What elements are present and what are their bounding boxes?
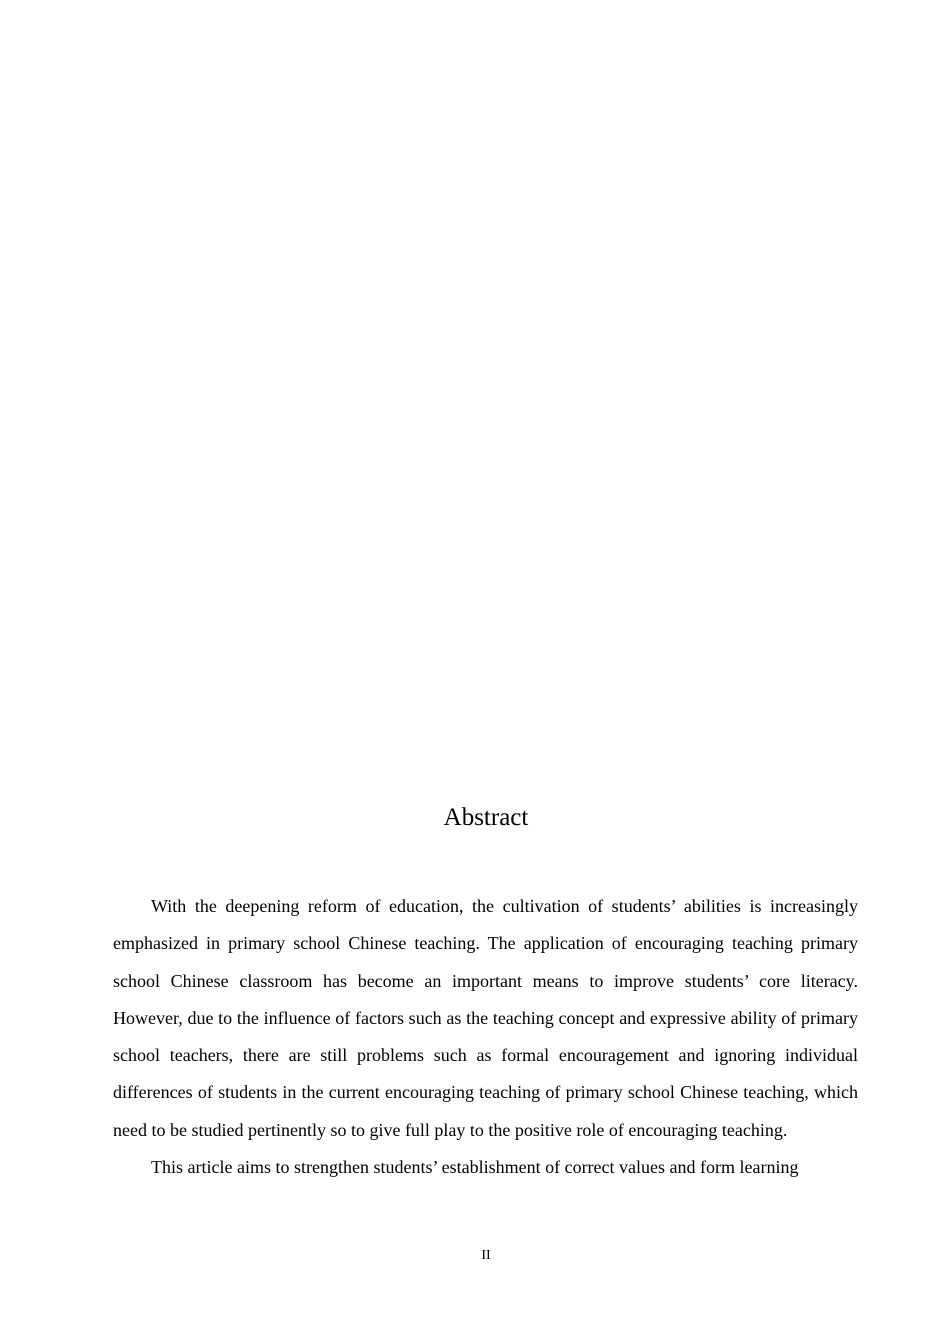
abstract-title: Abstract xyxy=(443,804,529,831)
abstract-body xyxy=(113,888,858,1186)
page-number: II xyxy=(481,1248,491,1263)
abstract-paragraph-1: With the deepening reform of education, the cultivation of students’ abilities is increasingly emphasized in primary school Chinese teaching. The application of encouraging teaching primary school Chinese classroom has become an important means to improve students’ core literacy. However, due to the influence of factors such as the teaching concept and expressive ability of primary school teachers, there are still problems such as formal encouragement and ignoring individual differences of students in the current encouraging teaching of primary school Chinese teaching, which need to be studied pertinently so to give full play to the positive role of encouraging teaching. xyxy=(113,896,858,1140)
abstract-paragraph-2: This article aims to strengthen students’ establishment of correct values and form learning xyxy=(151,1157,799,1178)
